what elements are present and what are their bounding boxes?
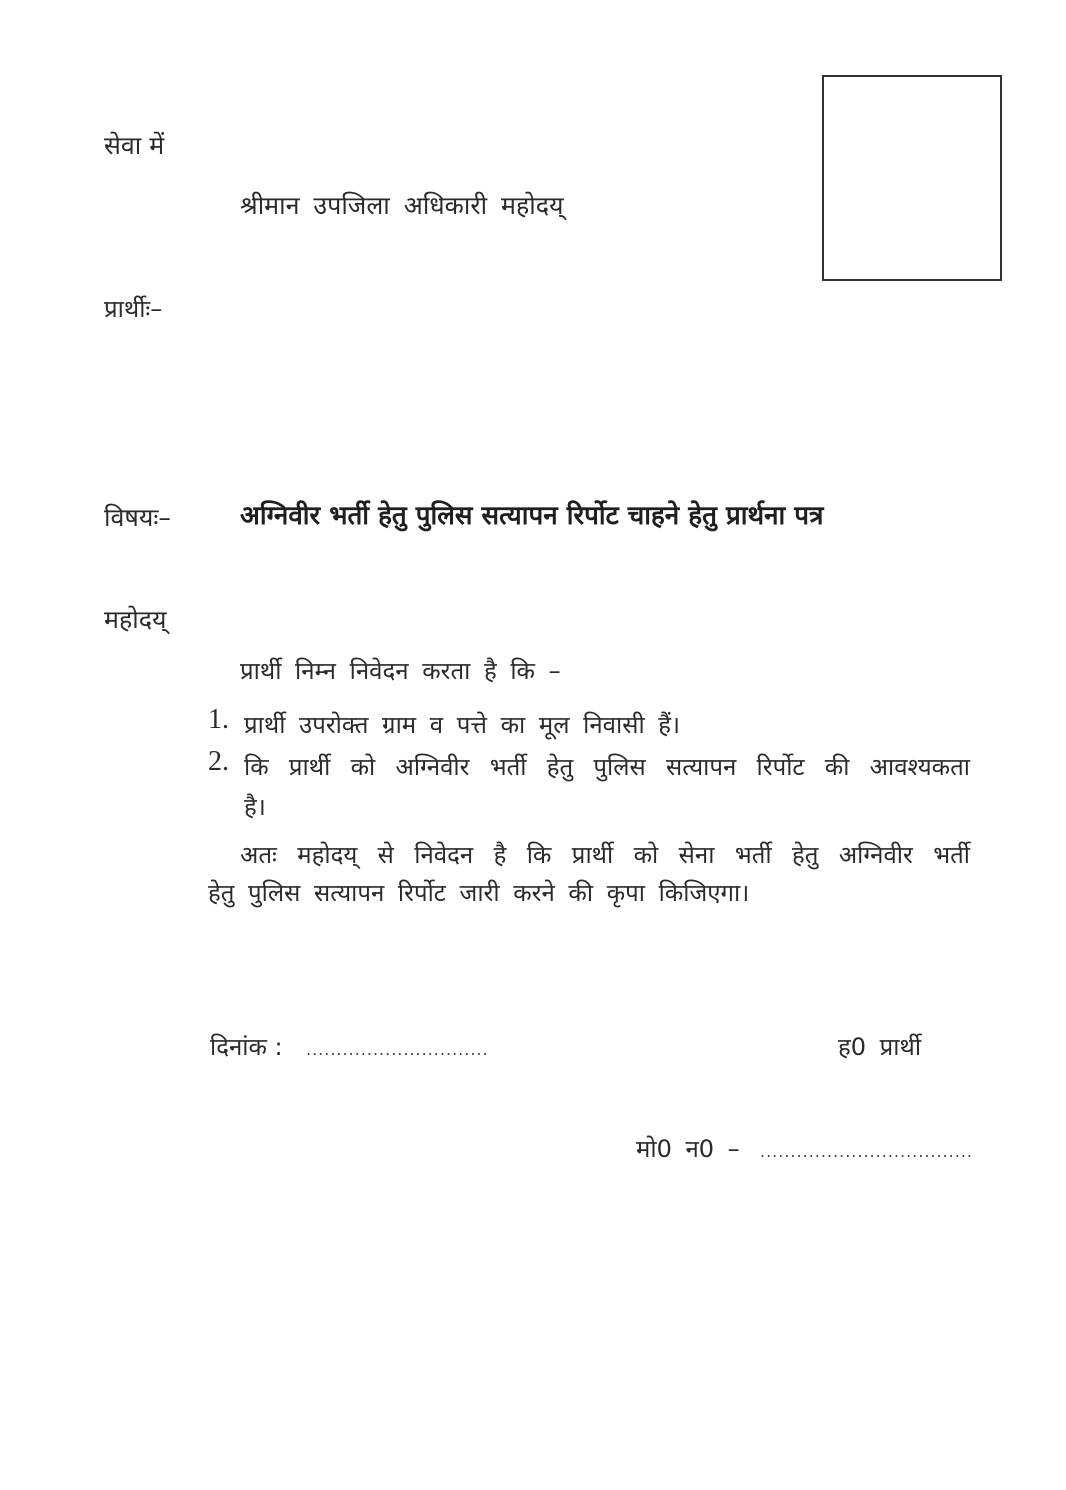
applicant-label: प्रार्थीः–	[104, 295, 163, 323]
photo-placeholder-box	[822, 75, 1002, 281]
date-blank: ..............................	[306, 1040, 489, 1059]
date-label: दिनांक :	[210, 1033, 283, 1061]
item-text-continued: है।	[244, 793, 266, 821]
closing-line: हेतु पुलिस सत्यापन रिर्पोट जारी करने की कृपा किजिएगा।	[208, 879, 750, 907]
subject-label: विषयः–	[104, 503, 171, 532]
item-number: 2.	[208, 746, 229, 777]
greeting: महोदय्	[104, 605, 167, 634]
addressee: श्रीमान उपजिला अधिकारी महोदय्	[240, 191, 564, 220]
salutation-to: सेवा में	[104, 131, 165, 160]
signature-label: ह0 प्रार्थी	[838, 1033, 922, 1061]
item-text: प्रार्थी उपरोक्त ग्राम व पत्ते का मूल निवासी हैं।	[244, 711, 681, 739]
subject-text: अग्निवीर भर्ती हेतु पुलिस सत्यापन रिर्पोट चाहने हेतु प्रार्थना पत्र	[240, 501, 824, 531]
item-text: कि प्रार्थी को अग्निवीर भर्ती हेतु पुलिस सत्यापन रिर्पोट की आवश्यकता	[244, 753, 970, 781]
mobile-label: मो0 न0 –	[636, 1135, 740, 1163]
intro-line: प्रार्थी निम्न निवेदन करता है कि –	[240, 657, 561, 685]
mobile-blank: ...................................	[760, 1142, 974, 1161]
closing-line: अतः महोदय् से निवेदन है कि प्रार्थी को सेना भर्ती हेतु अग्निवीर भर्ती	[240, 841, 970, 869]
item-number: 1.	[208, 704, 229, 735]
